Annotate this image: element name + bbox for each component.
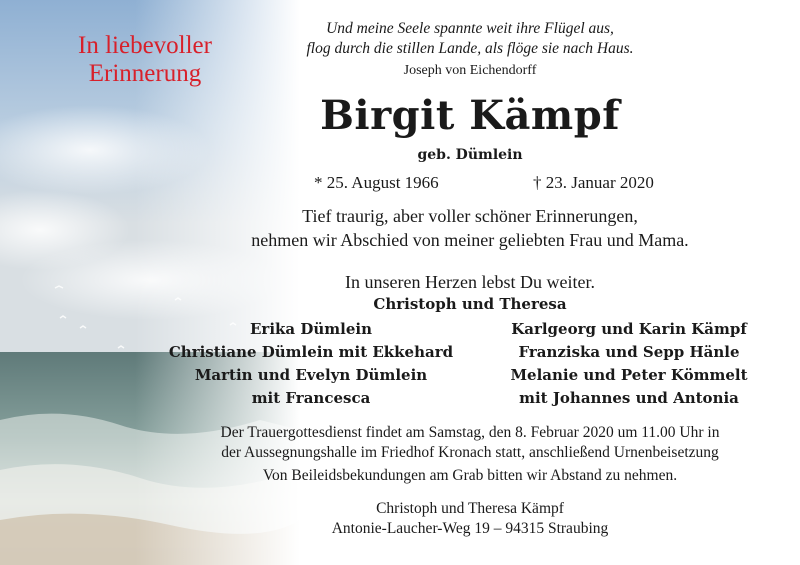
message-line-3: In unseren Herzen lebst Du weiter. xyxy=(345,272,595,292)
death-date: † 23. Januar 2020 xyxy=(533,173,654,192)
quote-line-2: flog durch die stillen Lande, als flöge sie nach Haus. xyxy=(306,40,634,57)
family-left-4: mit Francesca xyxy=(251,389,371,407)
birth-date: * 25. August 1966 xyxy=(314,173,439,192)
family-right-4: mit Johannes und Antonia xyxy=(519,389,739,407)
quote-author: Joseph von Eichendorff xyxy=(403,63,537,78)
life-dates xyxy=(140,173,800,195)
message-line-1: Tief traurig, aber voller schöner Erinnerungen, xyxy=(302,206,638,226)
service-line-2: der Aussegnungshalle im Friedhof Kronach statt, anschließend Urnenbeisetzung xyxy=(221,444,719,461)
family-right-3: Melanie und Peter Kömmelt xyxy=(510,366,748,384)
service-line-3: Von Beileidsbekundungen am Grab bitten wir Abstand zu nehmen. xyxy=(262,467,678,484)
family-top: Christoph und Theresa xyxy=(373,295,567,313)
quote-line-1: Und meine Seele spannte weit ihre Flügel aus, xyxy=(326,20,614,37)
birth-name: geb. Dümlein xyxy=(417,147,523,163)
family-left-3: Martin und Evelyn Dümlein xyxy=(194,366,428,384)
deceased-name: Birgit Kämpf xyxy=(320,92,620,139)
message-line-2: nehmen wir Abschied von meiner geliebten Frau und Mama. xyxy=(251,230,689,250)
family-right-2: Franziska und Sepp Hänle xyxy=(518,343,740,361)
family-left-1: Erika Dümlein xyxy=(250,320,372,338)
heading-line-1: In liebevoller xyxy=(78,32,212,59)
family-left-2: Christiane Dümlein mit Ekkehard xyxy=(168,343,454,361)
heading-line-2: Erinnerung xyxy=(88,60,202,87)
family-right-1: Karlgeorg und Karin Kämpf xyxy=(511,320,747,338)
service-line-1: Der Trauergottesdienst findet am Samstag, den 8. Februar 2020 um 11.00 Uhr in xyxy=(220,424,720,441)
contact-address: Antonie-Laucher-Weg 19 – 94315 Straubing xyxy=(331,520,609,537)
notice-content xyxy=(140,0,800,565)
contact-name: Christoph und Theresa Kämpf xyxy=(376,500,564,517)
